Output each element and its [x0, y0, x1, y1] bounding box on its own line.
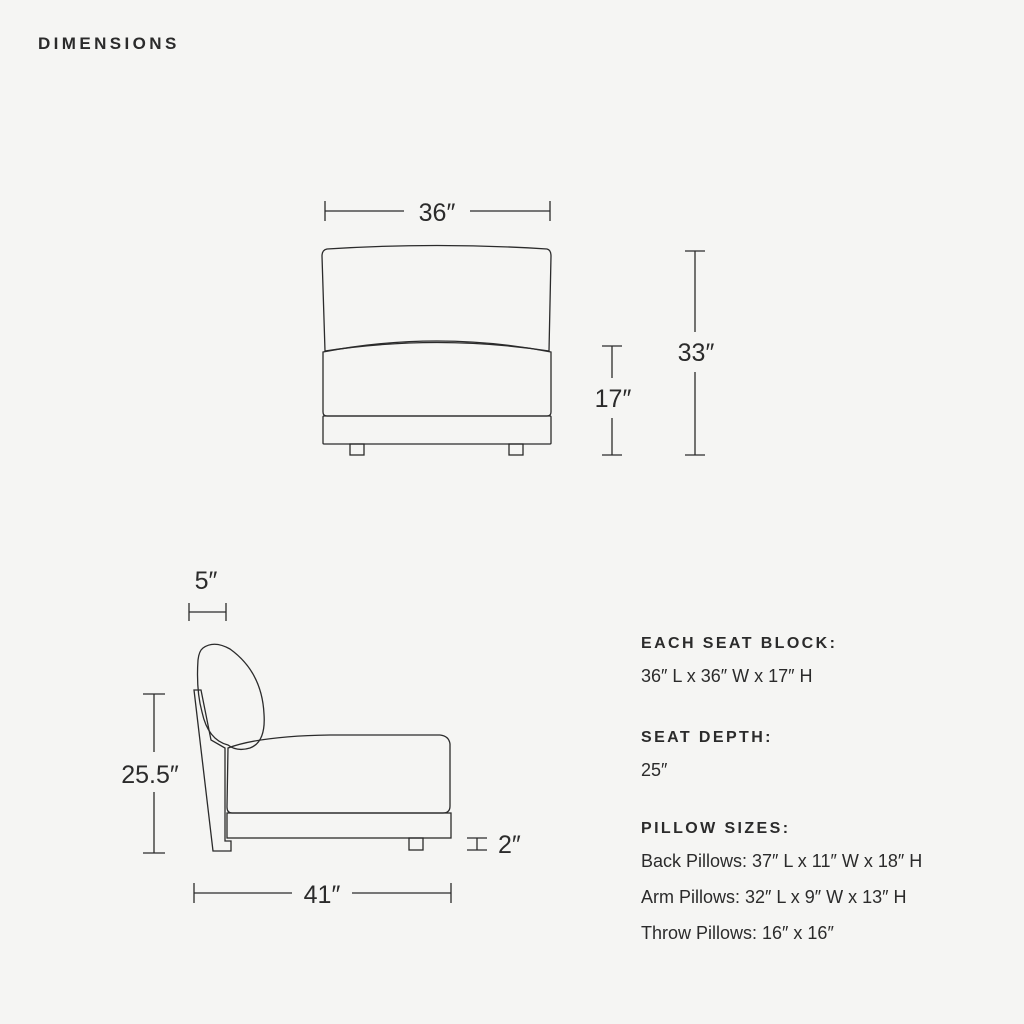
side-back-frame — [194, 690, 231, 851]
seat-depth-heading: SEAT DEPTH: — [641, 729, 773, 746]
side-back-height-label: 25.5″ — [121, 761, 179, 789]
pillow-sizes-heading: PILLOW SIZES: — [641, 820, 791, 837]
side-back-cushion — [198, 644, 265, 749]
seat-depth-value: 25″ — [641, 760, 668, 780]
side-back-thickness-label: 5″ — [194, 567, 218, 595]
front-width-label: 36″ — [418, 199, 456, 227]
front-seat-cushion — [323, 341, 551, 416]
front-total-height-label: 33″ — [677, 339, 715, 367]
side-view — [121, 567, 521, 909]
seat-block-value: 36″ L x 36″ W x 17″ H — [641, 666, 813, 686]
arm-pillows-value: Arm Pillows: 32″ L x 9″ W x 13″ H — [641, 887, 907, 907]
seat-block-heading: EACH SEAT BLOCK: — [641, 635, 838, 652]
side-depth-label: 41″ — [303, 881, 341, 909]
front-leg-left — [350, 444, 364, 455]
front-leg-right — [509, 444, 523, 455]
side-seat-cushion — [227, 735, 450, 813]
front-back-cushion — [322, 246, 551, 352]
throw-pillows-value: Throw Pillows: 16″ x 16″ — [641, 923, 834, 943]
page-title: DIMENSIONS — [38, 34, 180, 53]
specifications-panel — [641, 634, 1011, 945]
front-view — [322, 199, 714, 455]
side-base — [227, 813, 451, 838]
front-seat-height-label: 17″ — [594, 385, 632, 413]
front-base — [323, 416, 551, 444]
side-leg-height-label: 2″ — [498, 831, 521, 859]
back-pillows-value: Back Pillows: 37″ L x 11″ W x 18″ H — [641, 851, 923, 871]
side-leg — [409, 838, 423, 850]
